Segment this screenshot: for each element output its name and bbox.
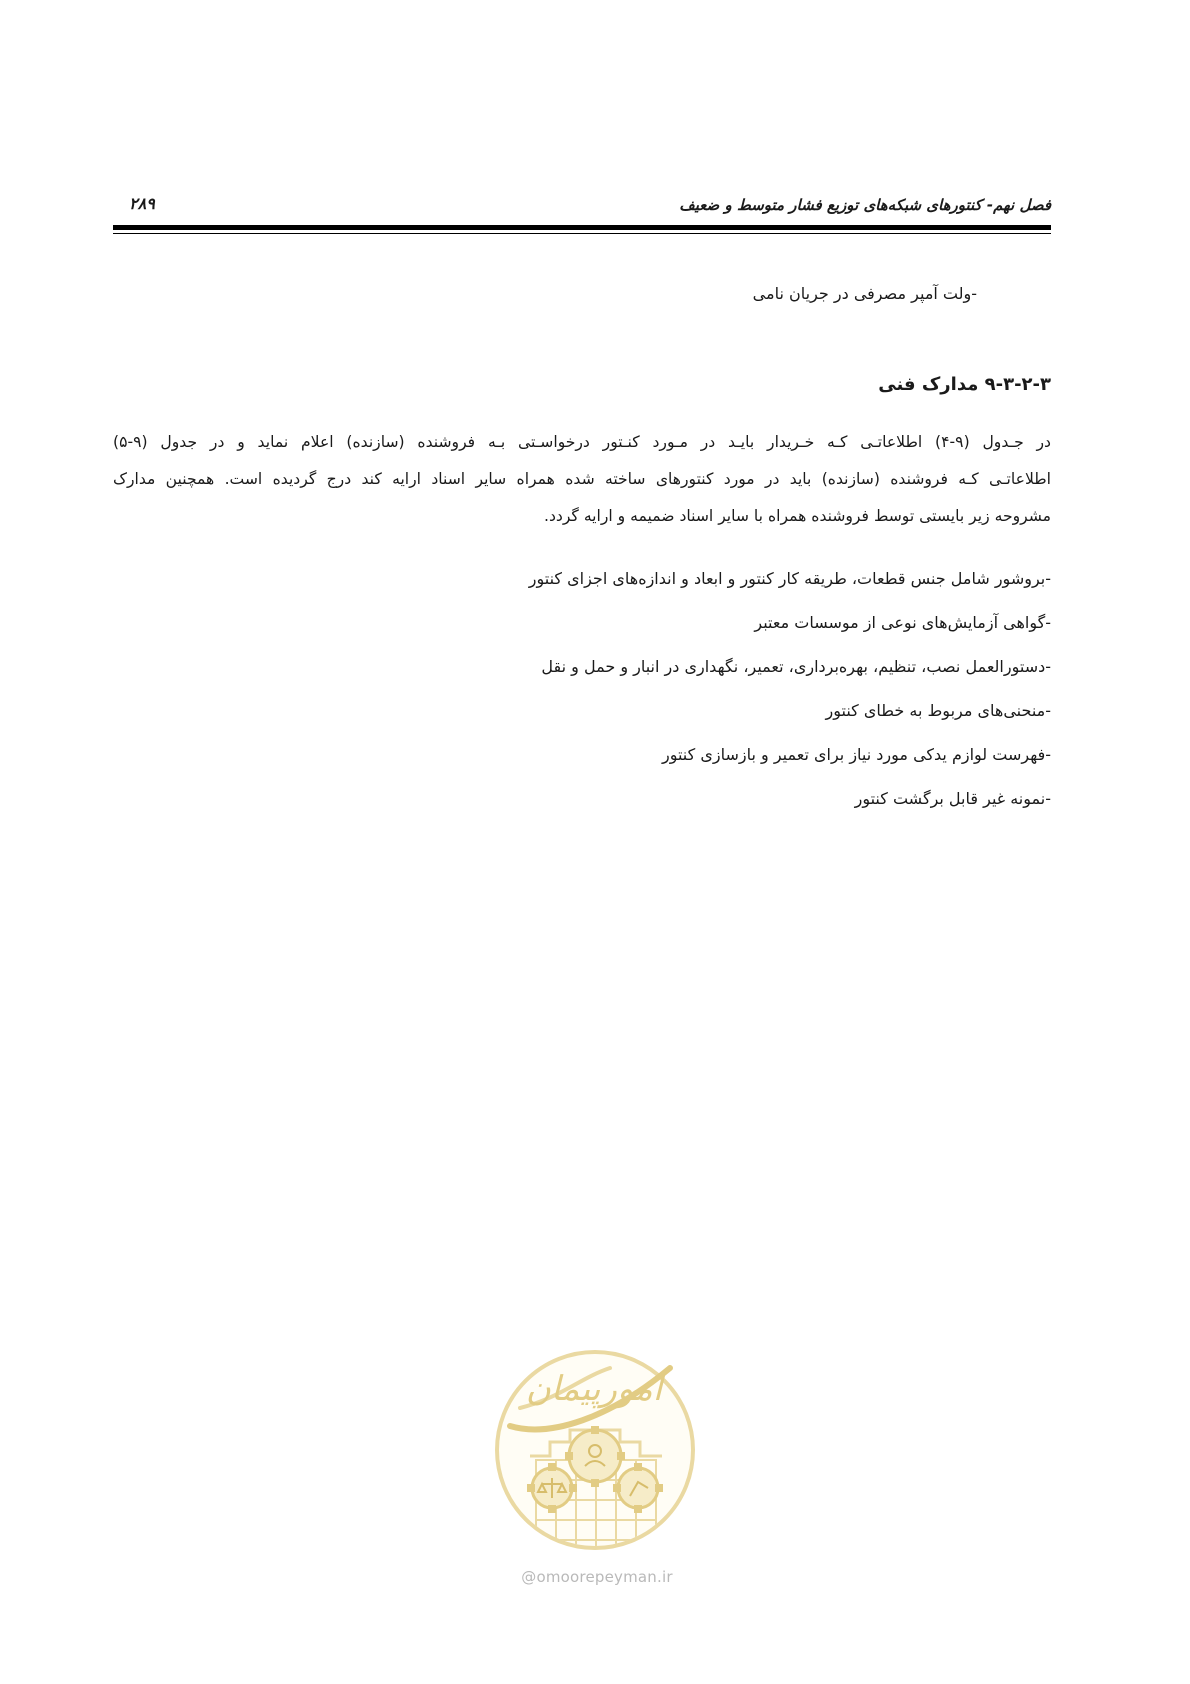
watermark-url: @omoorepeyman.ir: [521, 1568, 673, 1586]
documents-list: [529, 557, 1051, 821]
list-item: -فهرست لوازم یدکی مورد نیاز برای تعمیر و بازسازی کنتور: [661, 745, 1051, 764]
list-item: -دستورالعمل نصب، تنظیم، بهره‌برداری، تعمیر، نگهداری در انبار و حمل و نقل: [541, 657, 1051, 676]
list-item: -گواهی آزمایش‌های نوعی از موسسات معتبر: [754, 613, 1051, 632]
intro-item: -ولت آمپر مصرفی در جریان نامی: [752, 284, 977, 303]
paragraph-line: در جـدول (۹-۴) اطلاعاتـی کـه خـریدار بایـد در مـورد کنـتور درخواسـتی بـه فروشنده (سازنده) اعلام نماید و در جدول (۹-۵): [113, 433, 1052, 451]
page-header: [113, 196, 1051, 220]
watermark-logo: [490, 1338, 700, 1566]
section-paragraph: [113, 424, 1051, 535]
chapter-title: فصل نهم- کنتورهای شبکه‌های توزیع فشار متوسط و ضعیف: [679, 196, 1051, 214]
list-item: -نمونه غیر قابل برگشت کنتور: [854, 789, 1051, 808]
watermark-logo-text: امورپیمان: [525, 1369, 663, 1409]
section-heading: ۹-۳-۲-۳ مدارک فنی: [878, 374, 1051, 395]
header-rule-thick: [113, 225, 1051, 230]
list-item: -منحنی‌های مربوط به خطای کنتور: [825, 701, 1051, 720]
list-item: -بروشور شامل جنس قطعات، طریقه کار کنتور و ابعاد و اندازه‌های اجزای کنتور: [528, 569, 1051, 588]
paragraph-line: اطلاعاتـی کـه فروشنده (سازنده) باید در مورد کنتورهای ساخته شده همراه سایر اسناد ارایه کند درج گردیده است. همچنین مدارک: [113, 470, 1051, 488]
page-number: ۲۸۹: [129, 194, 155, 213]
paragraph-line: مشروحه زیر بایستی توسط فروشنده همراه با سایر اسناد ضمیمه و ارایه گردد.: [543, 507, 1051, 525]
header-rule-thin: [113, 233, 1051, 234]
